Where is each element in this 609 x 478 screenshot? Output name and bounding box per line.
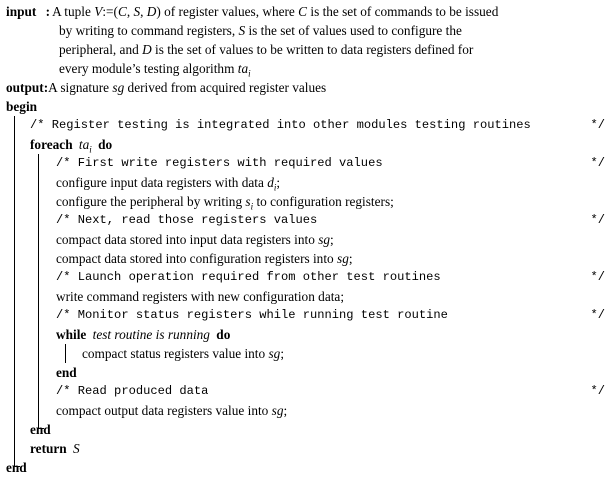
comment-close: */ xyxy=(590,384,605,398)
compact-status-line xyxy=(82,344,284,363)
statement-text: to configuration registers; xyxy=(253,194,394,209)
input-subscript-i: i xyxy=(248,68,251,79)
foreach-var-ta: ta xyxy=(78,137,90,152)
statement-text: compact data stored into configuration registers into xyxy=(56,251,338,266)
output-var-sg: sg xyxy=(112,80,125,95)
input-text: by writing to command registers, xyxy=(59,23,239,38)
input-text: is the set of values used to configure the xyxy=(245,23,462,38)
return-value: S xyxy=(73,441,80,456)
statement-text: compact output data registers value into xyxy=(56,403,272,418)
while-do-keyword: do xyxy=(216,327,231,342)
output-text: derived from acquired register values xyxy=(124,80,327,95)
output-keyword: output xyxy=(6,80,44,95)
statement-text: configure the peripheral by writing xyxy=(56,194,246,209)
input-text: is the set of values to be written to data registers defined for xyxy=(151,42,474,57)
foreach-do-keyword: do xyxy=(98,137,113,152)
input-var-d: D xyxy=(146,4,157,19)
statement-text: ; xyxy=(280,346,285,361)
input-text: is the set of commands to be issued xyxy=(307,4,499,19)
compact-input-line xyxy=(56,230,334,249)
input-var-c: C xyxy=(117,4,127,19)
input-var-v: V xyxy=(94,4,103,19)
return-line xyxy=(30,439,80,458)
var-sg: sg xyxy=(337,251,349,266)
var-sg: sg xyxy=(268,346,281,361)
comment-close: */ xyxy=(590,308,605,322)
var-s: s xyxy=(245,194,251,209)
input-text: A tuple xyxy=(52,4,95,19)
comment-monitor: /* Monitor status registers while running test routine xyxy=(56,308,448,322)
compact-config-line xyxy=(56,249,353,268)
statement-text: ; xyxy=(276,175,281,190)
configure-input-line xyxy=(56,173,280,192)
subscript-i: i xyxy=(250,201,254,212)
input-text: peripheral, and xyxy=(59,42,143,57)
comment-launch: /* Launch operation required from other test routines xyxy=(56,270,441,284)
block-bar-while xyxy=(65,344,66,363)
block-bar-begin xyxy=(14,116,15,466)
var-sg: sg xyxy=(318,232,331,247)
statement-text: compact data stored into input data registers into xyxy=(56,232,319,247)
statement-text: configure input data registers with data xyxy=(56,175,268,190)
input-text: , xyxy=(126,4,134,19)
input-keyword: input xyxy=(6,4,37,19)
input-line-4 xyxy=(59,59,251,78)
output-line xyxy=(6,78,326,97)
output-separator: : xyxy=(43,80,49,95)
input-var-d: D xyxy=(142,42,152,57)
input-var-s: S xyxy=(133,4,141,19)
input-var-ta: ta xyxy=(237,61,249,76)
comment-close: */ xyxy=(590,213,605,227)
while-keyword: while xyxy=(56,327,87,342)
var-d: d xyxy=(267,175,274,190)
block-bar-foreach xyxy=(38,154,39,428)
statement-text: ; xyxy=(283,403,288,418)
input-text: :=( xyxy=(102,4,118,19)
statement-text: ; xyxy=(330,232,334,247)
input-separator: : xyxy=(45,4,51,19)
begin-keyword: begin xyxy=(6,99,38,114)
input-line-2 xyxy=(59,21,462,40)
return-keyword: return xyxy=(30,441,67,456)
input-line-1 xyxy=(6,2,498,21)
compact-output-line xyxy=(56,401,287,420)
input-line-3 xyxy=(59,40,473,59)
foreach-subscript-i: i xyxy=(89,144,92,155)
output-text: A signature xyxy=(48,80,113,95)
end-while-keyword: end xyxy=(56,365,77,380)
statement-text: compact status registers value into xyxy=(82,346,269,361)
input-text: ) of register values, where xyxy=(156,4,299,19)
input-var-c: C xyxy=(298,4,308,19)
end-begin-keyword: end xyxy=(6,460,27,475)
var-sg: sg xyxy=(271,403,284,418)
while-condition: test routine is running xyxy=(92,327,210,342)
comment-close: */ xyxy=(590,156,605,170)
write-command-line: write command registers with new configuration data; xyxy=(56,289,345,304)
end-foreach-keyword: end xyxy=(30,422,51,437)
foreach-line xyxy=(30,135,112,154)
configure-peripheral-line xyxy=(56,192,394,211)
input-var-s: S xyxy=(238,23,246,38)
while-line xyxy=(56,325,230,344)
comment-read-produced: /* Read produced data xyxy=(56,384,209,398)
foreach-keyword: foreach xyxy=(30,137,73,152)
statement-text: ; xyxy=(348,251,353,266)
comment-close: */ xyxy=(590,270,605,284)
input-text: every module’s testing algorithm xyxy=(59,61,238,76)
comment-close: */ xyxy=(590,118,605,132)
input-text: , xyxy=(140,4,147,19)
subscript-i: i xyxy=(273,182,277,193)
comment-first-write: /* First write registers with required values xyxy=(56,156,383,170)
comment-integrated: /* Register testing is integrated into other modules testing routines xyxy=(30,118,531,132)
comment-next-read: /* Next, read those registers values xyxy=(56,213,318,227)
